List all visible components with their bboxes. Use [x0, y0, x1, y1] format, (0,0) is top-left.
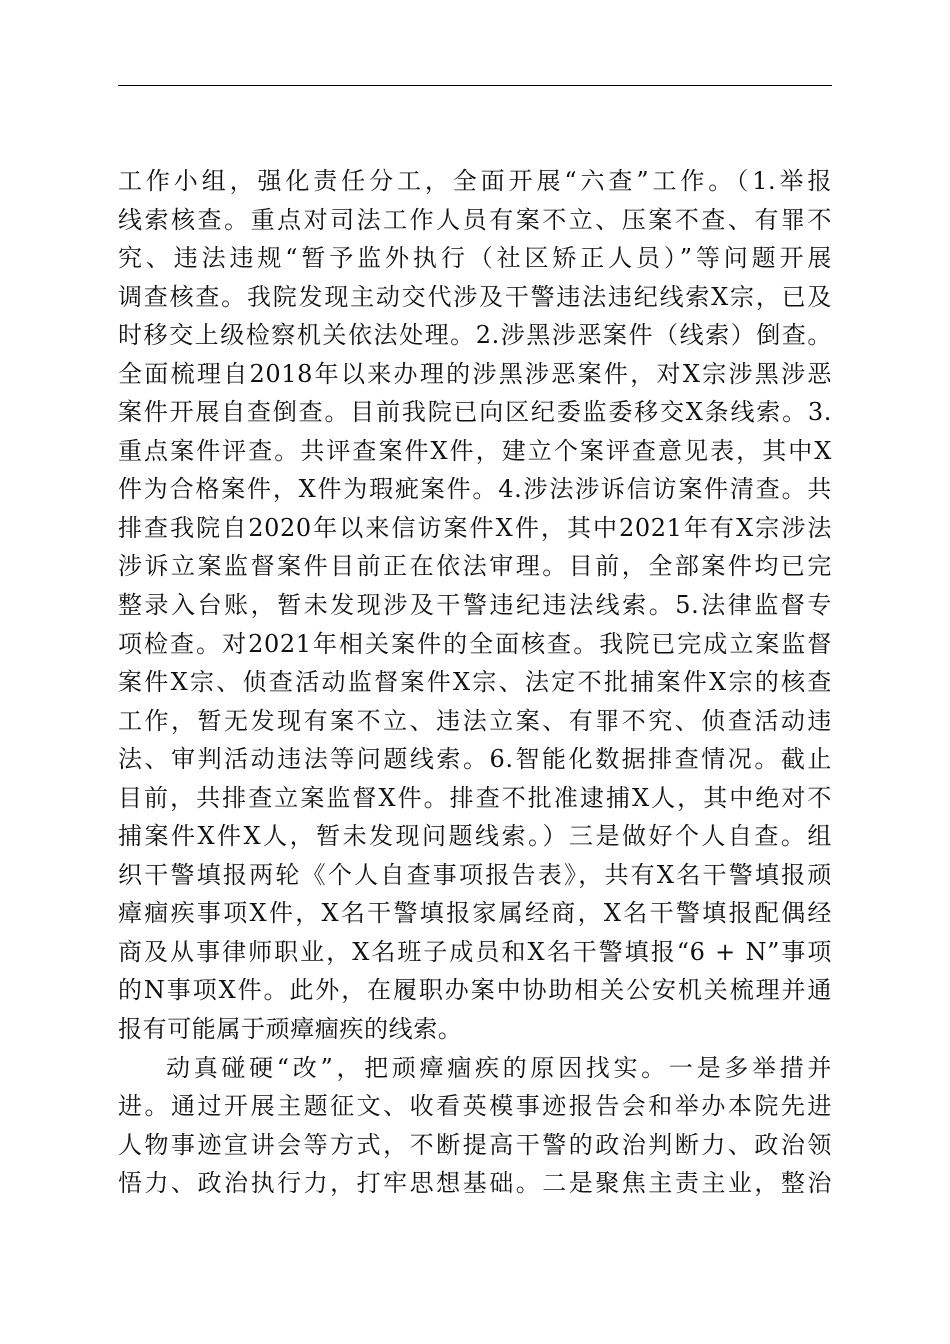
text-line: 的N事项X件。此外，在履职办案中协助相关公安机关梳理并通 [118, 976, 832, 1005]
text-line: 全面梳理自2018年以来办理的涉黑涉恶案件，对X宗涉黑涉恶 [118, 359, 832, 388]
text-line: 法、审判活动违法等问题线索。6.智能化数据排查情况。截止 [118, 745, 832, 774]
text-line: 时移交上级检察机关依法处理。2.涉黑涉恶案件（线索）倒查。 [118, 321, 832, 350]
text-line: 动真碰硬“改”，把顽瘴痼疾的原因找实。一是多举措并 [166, 1053, 832, 1082]
text-line: 排查我院自2020年以来信访案件X件，其中2021年有X宗涉法 [118, 513, 832, 542]
text-line: 瘴痼疾事项X件，X名干警填报家属经商，X名干警填报配偶经 [118, 899, 832, 928]
text-line: 悟力、政治执行力，打牢思想基础。二是聚焦主责主业，整治 [118, 1169, 832, 1198]
text-line: 人物事迹宣讲会等方式，不断提高干警的政治判断力、政治领 [118, 1130, 832, 1159]
text-line: 究、违法违规“暂予监外执行（社区矫正人员）”等问题开展 [118, 244, 832, 273]
text-line: 目前，共排查立案监督X件。排查不批准逮捕X人，其中绝对不 [118, 783, 832, 812]
text-line: 调查核查。我院发现主动交代涉及干警违法违纪线索X宗，已及 [118, 282, 832, 311]
paragraph [118, 1049, 832, 1203]
text-line: 工作，暂无发现有案不立、违法立案、有罪不究、侦查活动违 [118, 706, 832, 735]
text-line: 件为合格案件，X件为瑕疵案件。4.涉法涉诉信访案件清查。共 [118, 475, 832, 504]
text-line: 捕案件X件X人，暂未发现问题线索。）三是做好个人自查。组 [118, 822, 832, 851]
text-line: 商及从事律师职业，X名班子成员和X名干警填报“6 + N”事项 [118, 937, 832, 966]
text-line: 案件开展自查倒查。目前我院已向区纪委监委移交X条线索。3. [118, 398, 832, 427]
text-line: 项检查。对2021年相关案件的全面核查。我院已完成立案监督 [118, 629, 832, 658]
header-rule [118, 85, 832, 86]
text-line: 重点案件评查。共评查案件X件，建立个案评查意见表，其中X [118, 436, 832, 465]
text-line: 进。通过开展主题征文、收看英模事迹报告会和举办本院先进 [118, 1092, 832, 1121]
body-text [118, 162, 832, 1203]
text-line: 报有可能属于顽瘴痼疾的线索。 [118, 1015, 463, 1044]
text-line: 工作小组，强化责任分工，全面开展“六查”工作。（1.举报 [118, 167, 832, 195]
text-line: 整录入台账，暂未发现涉及干警违纪违法线索。5.法律监督专 [118, 591, 832, 620]
text-line: 织干警填报两轮《个人自查事项报告表》，共有X名干警填报顽 [118, 860, 832, 889]
text-line: 涉诉立案监督案件目前正在依法审理。目前，全部案件均已完 [118, 552, 832, 581]
text-line: 线索核查。重点对司法工作人员有案不立、压案不查、有罪不 [118, 205, 832, 234]
paragraph [118, 162, 832, 1049]
text-line: 案件X宗、侦查活动监督案件X宗、法定不批捕案件X宗的核查 [118, 668, 832, 697]
